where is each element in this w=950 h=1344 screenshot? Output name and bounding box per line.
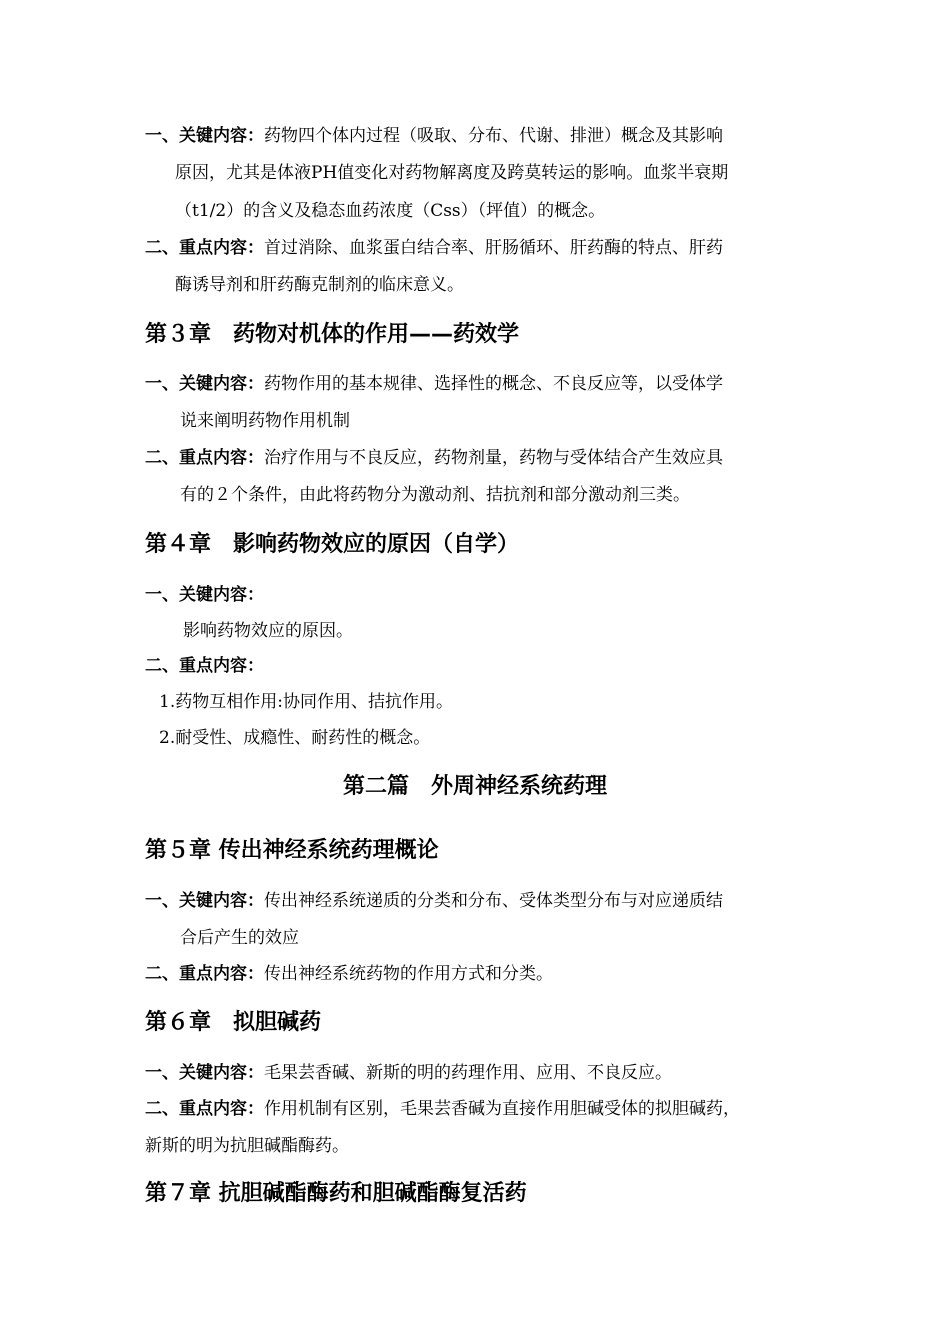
ch4-focus-item-2: 2.耐受性、成瘾性、耐药性的概念。 bbox=[159, 728, 431, 748]
ch6-focus-line2: 新斯的明为抗胆碱酯酶药。 bbox=[145, 1136, 349, 1156]
ch6-key-text1: 毛果芸香碱、新斯的明的药理作用、应用、不良反应。 bbox=[264, 1063, 672, 1083]
ch2-focus-lead: 二、重点内容： bbox=[145, 238, 264, 258]
ch6-key-line1 bbox=[145, 1055, 672, 1092]
ch4-key-text: 影响药物效应的原因。 bbox=[183, 621, 353, 641]
ch5-key-line2: 合后产生的效应 bbox=[180, 928, 299, 948]
part2-title: 第二篇 外周神经系统药理 bbox=[342, 774, 607, 799]
ch6-focus-lead: 二、重点内容： bbox=[145, 1099, 264, 1119]
ch3-focus-line1 bbox=[145, 440, 723, 477]
ch4-focus-lead: 二、重点内容： bbox=[145, 656, 264, 676]
ch3-focus-line2: 有的２个条件，由此将药物分为激动剂、拮抗剂和部分激动剂三类。 bbox=[180, 485, 690, 505]
ch5-key-text1: 传出神经系统递质的分类和分布、受体类型分布与对应递质结 bbox=[264, 891, 723, 911]
ch2-key-text1: 药物四个体内过程（吸取、分布、代谢、排泄）概念及其影响 bbox=[264, 126, 723, 146]
ch5-key-line1 bbox=[145, 883, 723, 920]
ch3-focus-text1: 治疗作用与不良反应，药物剂量，药物与受体结合产生效应具 bbox=[264, 448, 723, 468]
ch2-key-line1 bbox=[145, 118, 723, 155]
ch5-focus-text1: 传出神经系统药物的作用方式和分类。 bbox=[264, 964, 553, 984]
ch5-title: 第５章 传出神经系统药理概论 bbox=[145, 838, 439, 863]
ch2-focus-text1: 首过消除、血浆蛋白结合率、肝肠循环、肝药酶的特点、肝药 bbox=[264, 238, 723, 258]
ch4-focus-item-1: 1.药物互相作用:协同作用、拮抗作用。 bbox=[159, 692, 453, 712]
ch4-key-lead: 一、关键内容： bbox=[145, 585, 264, 605]
ch5-focus-line1 bbox=[145, 956, 553, 993]
ch2-focus-line1 bbox=[145, 230, 723, 267]
ch3-key-text1: 药物作用的基本规律、选择性的概念、不良反应等，以受体学 bbox=[264, 374, 723, 394]
ch2-focus-line2: 酶诱导剂和肝药酶克制剂的临床意义。 bbox=[175, 275, 464, 295]
ch6-key-lead: 一、关键内容： bbox=[145, 1063, 264, 1083]
ch2-key-line3: （t1/2）的含义及稳态血药浓度（Css）（坪值）的概念。 bbox=[175, 201, 606, 221]
ch5-focus-lead: 二、重点内容： bbox=[145, 964, 264, 984]
ch3-key-line2: 说来阐明药物作用机制 bbox=[180, 411, 350, 431]
ch6-title: 第６章 拟胆碱药 bbox=[145, 1010, 322, 1035]
ch3-focus-lead: 二、重点内容： bbox=[145, 448, 264, 468]
ch2-key-line2: 原因，尤其是体液PH值变化对药物解离度及跨莫转运的影响。血浆半衰期 bbox=[175, 163, 729, 183]
ch6-focus-text1: 作用机制有区别，毛果芸香碱为直接作用胆碱受体的拟胆碱药， bbox=[264, 1099, 740, 1119]
ch2-key-lead: 一、关键内容： bbox=[145, 126, 264, 146]
ch3-key-line1 bbox=[145, 366, 723, 403]
ch3-key-lead: 一、关键内容： bbox=[145, 374, 264, 394]
ch3-title: 第３章 药物对机体的作用——药效学 bbox=[145, 322, 520, 347]
ch6-focus-line1 bbox=[145, 1091, 740, 1128]
ch4-title: 第４章 影响药物效应的原因（自学） bbox=[145, 532, 520, 557]
ch5-key-lead: 一、关键内容： bbox=[145, 891, 264, 911]
ch7-title: 第７章 抗胆碱酯酶药和胆碱酯酶复活药 bbox=[145, 1181, 527, 1206]
